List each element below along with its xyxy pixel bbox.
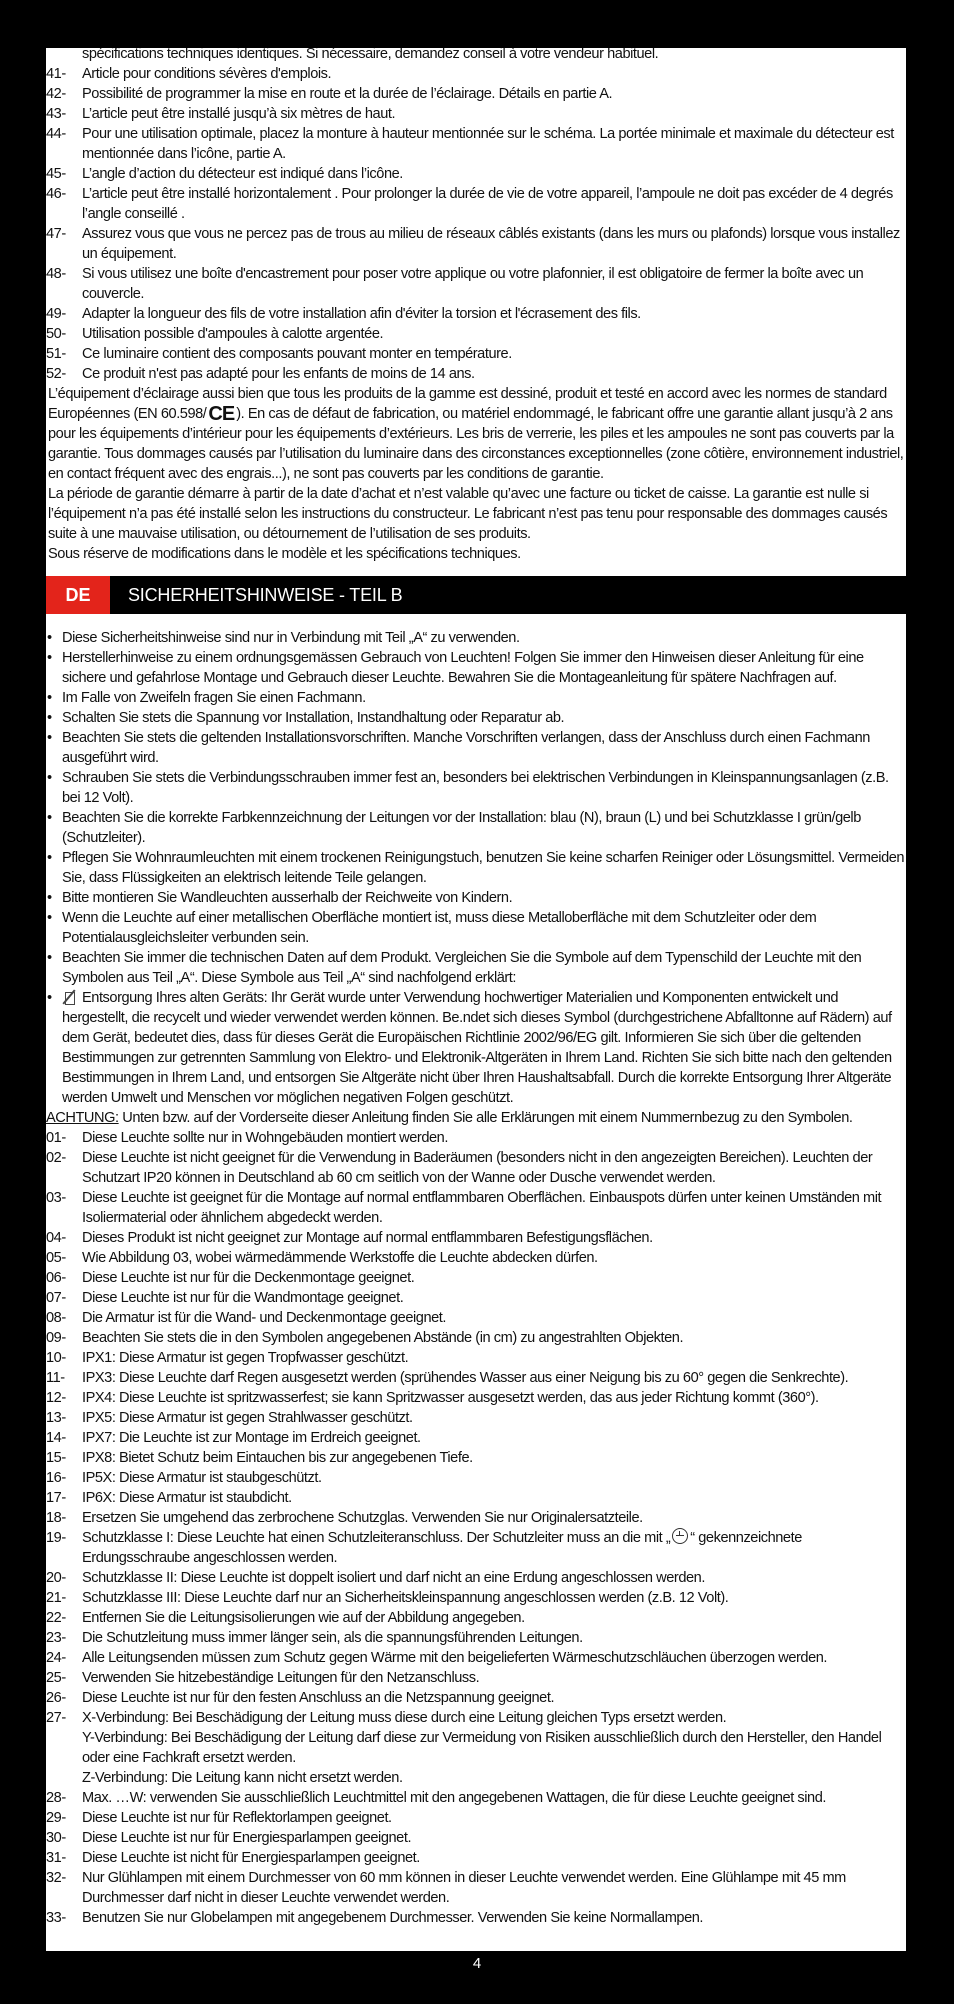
item-text: Diese Leuchte sollte nur in Wohngebäuden montiert werden.	[82, 1130, 448, 1146]
item-19-pre: Schutzklasse I: Diese Leuchte hat einen Schutzleiteranschluss. Der Schutzleiter muss an die mit „	[82, 1530, 671, 1546]
numbered-item	[46, 1828, 906, 1848]
numbered-item	[46, 124, 906, 164]
crossed-bin-icon	[62, 989, 76, 1005]
de-item-list-2	[46, 1568, 906, 1708]
bullet-text: Herstellerhinweise zu einem ordnungsgemässen Gebrauch von Leuchten! Folgen Sie immer den Hinweisen dieser Anleitung für eine sichere und gefahrlose Montage und Gebrauch dieser Leuchte. Bewahren Sie die Montageanleitung für spätere Nachfragen auf.	[62, 650, 864, 686]
bullet-text: Diese Sicherheitshinweise sind nur in Verbindung mit Teil „A“ zu verwenden.	[62, 630, 520, 646]
item-text: Beachten Sie stets die in den Symbolen angegebenen Abstände (in cm) zu angestrahlten Objekten.	[82, 1330, 684, 1346]
item-number: 27-	[46, 1710, 66, 1726]
item-text: IP6X: Diese Armatur ist staubdicht.	[82, 1490, 292, 1506]
numbered-item	[46, 1648, 906, 1668]
item-text: Schutzklasse II: Diese Leuchte ist doppelt isoliert und darf nicht an eine Erdung angeschlossen werden.	[82, 1570, 705, 1586]
item-number: 21-	[46, 1590, 66, 1606]
bullet-char: •	[47, 890, 52, 906]
bullet-char: •	[47, 810, 52, 826]
bullet-item	[46, 648, 906, 688]
item-text: IP5X: Diese Armatur ist staubgeschützt.	[82, 1470, 322, 1486]
item-number: 45-	[46, 166, 66, 182]
numbered-item	[46, 304, 906, 324]
item-number: 42-	[46, 86, 66, 102]
numbered-item	[46, 1448, 906, 1468]
numbered-item	[46, 1128, 906, 1148]
numbered-item	[46, 1268, 906, 1288]
item-number: 44-	[46, 126, 66, 142]
numbered-item	[46, 1428, 906, 1448]
item-text: Adapter la longueur des fils de votre installation afin d'éviter la torsion et l'écrasement des fils.	[82, 306, 641, 322]
numbered-item	[46, 1308, 906, 1328]
de-item-19	[46, 1528, 906, 1568]
item-text: Diese Leuchte ist nicht geeignet für die Verwendung in Baderäumen (besonders nicht in den angezeigten Bereichen). Leuchten der Schutzart IP20 können in Deutschland ab 60 cm seitlich von der Wanne oder Dusche verwendet werden.	[82, 1150, 873, 1186]
item-number: 10-	[46, 1350, 66, 1366]
numbered-item	[46, 1668, 906, 1688]
item-27-z: Z-Verbindung: Die Leitung kann nicht ersetzt werden.	[82, 1770, 403, 1786]
numbered-item	[46, 1188, 906, 1228]
bullet-item	[46, 908, 906, 948]
de-language-badge: DE	[46, 576, 110, 614]
item-number: 48-	[46, 266, 66, 282]
bullet-char: •	[47, 650, 52, 666]
de-achtung	[46, 1108, 906, 1128]
item-text: Benutzen Sie nur Globelampen mit angegebenem Durchmesser. Verwenden Sie keine Normallampen.	[82, 1910, 704, 1926]
item-text: Schutzklasse III: Diese Leuchte darf nur an Sicherheitskleinspannung angeschlossen werden (z.B. 12 Volt).	[82, 1590, 729, 1606]
fr-item-list	[46, 64, 906, 384]
de-item-27	[46, 1708, 906, 1788]
item-number: 02-	[46, 1150, 66, 1166]
item-text: IPX1: Diese Armatur ist gegen Tropfwasser geschützt.	[82, 1350, 409, 1366]
item-number: 29-	[46, 1810, 66, 1826]
numbered-item	[46, 64, 906, 84]
numbered-item	[46, 1288, 906, 1308]
item-text: Possibilité de programmer la mise en route et la durée de l’éclairage. Détails en partie A.	[82, 86, 613, 102]
item-number: 14-	[46, 1430, 66, 1446]
item-number: 25-	[46, 1670, 66, 1686]
item-text: Diese Leuchte ist nur für den festen Anschluss an die Netzspannung geeignet.	[82, 1690, 555, 1706]
item-number: 23-	[46, 1630, 66, 1646]
bullet-text: Beachten Sie stets die geltenden Installationsvorschriften. Manche Vorschriften verlangen, dass der Anschluss durch einen Fachmann ausgeführt wird.	[62, 730, 870, 766]
numbered-item	[46, 264, 906, 304]
item-text: Dieses Produkt ist nicht geeignet zur Montage auf normal entflammbaren Befestigungsflächen.	[82, 1230, 653, 1246]
de-weee-text: Entsorgung Ihres alten Geräts: Ihr Gerät wurde unter Verwendung hochwertiger Materialien und Komponenten entwickelt und hergestellt, die recycelt und wieder verwendet werden können. Be.ndet sich dieses Symbol (durchgestrichene Abfalltonne auf Rädern) auf dem Gerät, bedeutet dies, dass für dieses Gerät die Europäischen Richtlinie 2002/96/EG gilt. Informieren Sie sich über die geltenden Bestimmungen zur getrennten Sammlung von Elektro- und Elektronik-Altgeräten in Ihrem Land. Richten Sie sich bitte nach den geltenden Bestimmungen in Ihrem Land, und entsorgen Sie Altgeräte nicht über Ihren Haushaltsabfall. Durch die korrekte Entsorgung Ihrer Altgeräte werden Umwelt und Menschen vor möglichen negativen Folgen geschützt.	[62, 990, 892, 1106]
item-text: L’article peut être installé jusqu’à six mètres de haut.	[82, 106, 396, 122]
bullet-char: •	[47, 910, 52, 926]
fr-top-line: spécifications techniques identiques. Si nécessaire, demandez conseil à votre vendeur habituel.	[82, 48, 659, 62]
item-text: L’angle d’action du détecteur est indiqué dans l’icône.	[82, 166, 403, 182]
fr-warranty-1	[46, 384, 906, 484]
numbered-item	[46, 1688, 906, 1708]
item-number: 46-	[46, 186, 66, 202]
numbered-item	[46, 1808, 906, 1828]
numbered-item	[46, 1228, 906, 1248]
numbered-item	[46, 1408, 906, 1428]
numbered-item	[46, 1248, 906, 1268]
item-number: 18-	[46, 1510, 66, 1526]
bullet-char: •	[47, 950, 52, 966]
page-number: 4	[472, 1955, 482, 1972]
item-text: Diese Leuchte ist nur für die Deckenmontage geeignet.	[82, 1270, 415, 1286]
bullet-text: Im Falle von Zweifeln fragen Sie einen Fachmann.	[62, 690, 366, 706]
item-number: 17-	[46, 1490, 66, 1506]
item-number: 24-	[46, 1650, 66, 1666]
item-number: 07-	[46, 1290, 66, 1306]
numbered-item	[46, 1468, 906, 1488]
item-text: Pour une utilisation optimale, placez la monture à hauteur mentionnée sur le schéma. La portée minimale et maximale du détecteur est mentionnée dans l’icône, partie A.	[82, 126, 894, 162]
item-number: 12-	[46, 1390, 66, 1406]
item-number: 06-	[46, 1270, 66, 1286]
de-achtung-text: Unten bzw. auf der Vorderseite dieser Anleitung finden Sie alle Erklärungen mit einem Nummernbezug zu den Symbolen.	[118, 1110, 853, 1126]
item-27-x: X-Verbindung: Bei Beschädigung der Leitung muss diese durch eine Leitung gleichen Typs ersetzt werden.	[82, 1710, 727, 1726]
item-text: Diese Leuchte ist nur für die Wandmontage geeignet.	[82, 1290, 404, 1306]
de-item-list-3	[46, 1788, 906, 1928]
bullet-text: Beachten Sie die korrekte Farbkennzeichnung der Leitungen vor der Installation: blau (N), braun (L) und bei Schutzklasse I grün/gelb (Schutzleiter).	[62, 810, 861, 846]
manual-page	[46, 48, 906, 1951]
item-number: 33-	[46, 1910, 66, 1926]
bullet-char: •	[47, 630, 52, 646]
bullet-item	[46, 848, 906, 888]
bullet-text: Bitte montieren Sie Wandleuchten ausserhalb der Reichweite von Kindern.	[62, 890, 513, 906]
item-text: Diese Leuchte ist nicht für Energiesparlampen geeignet.	[82, 1850, 420, 1866]
item-text: Ce luminaire contient des composants pouvant monter en température.	[82, 346, 512, 362]
item-text: Utilisation possible d'ampoules à calotte argentée.	[82, 326, 384, 342]
item-text: Diese Leuchte ist nur für Energiesparlampen geeignet.	[82, 1830, 412, 1846]
numbered-item	[46, 1388, 906, 1408]
item-number: 49-	[46, 306, 66, 322]
bullet-item	[46, 628, 906, 648]
item-text: Die Schutzleitung muss immer länger sein, als die spannungsführenden Leitungen.	[82, 1630, 583, 1646]
item-number: 19-	[46, 1530, 66, 1546]
item-27-y: Y-Verbindung: Bei Beschädigung der Leitung darf diese zur Vermeidung von Risiken ausschließlich durch den Hersteller, den Handel oder eine Fachkraft ersetzt werden.	[82, 1730, 882, 1766]
bullet-item	[46, 808, 906, 848]
bullet-item	[46, 768, 906, 808]
bullet-item	[46, 888, 906, 908]
bullet-char: •	[47, 710, 52, 726]
numbered-item	[46, 344, 906, 364]
item-text: Wie Abbildung 03, wobei wärmedämmende Werkstoffe die Leuchte abdecken dürfen.	[82, 1250, 598, 1266]
item-text: IPX7: Die Leuchte ist zur Montage im Erdreich geeignet.	[82, 1430, 421, 1446]
item-text: Die Armatur ist für die Wand- und Deckenmontage geeignet.	[82, 1310, 446, 1326]
item-number: 32-	[46, 1870, 66, 1886]
item-text: IPX3: Diese Leuchte darf Regen ausgesetzt werden (sprühendes Wasser aus einer Neigung bis zu 60° gegen die Senkrechte).	[82, 1370, 849, 1386]
numbered-item	[46, 1508, 906, 1528]
item-text: IPX5: Diese Armatur ist gegen Strahlwasser geschützt.	[82, 1410, 413, 1426]
numbered-item	[46, 1628, 906, 1648]
item-number: 11-	[46, 1370, 65, 1386]
numbered-item	[46, 1588, 906, 1608]
de-section-header	[46, 576, 906, 614]
numbered-item	[46, 1788, 906, 1808]
item-text: Nur Glühlampen mit einem Durchmesser von 60 mm können in dieser Leuchte verwendet werden. Eine Glühlampe mit 45 mm Durchmesser darf nicht in dieser Leuchte verwendet werden.	[82, 1870, 846, 1906]
fr-warranty-post: ). En cas de défaut de fabrication, ou matériel endommagé, le fabricant offre une garantie allant jusqu’à 2 ans pour les équipements d’intérieur pour les équipements d’extérieurs. Les bris de verrerie, les piles et les ampoules ne sont pas couverts par la garantie. Tous dommages causés par l’utilisation du luminaire dans des circonstances exceptionnelles (zone côtière, environnement industriel, en contact fréquent avec des engrais...), ne sont pas couverts par les conditions de garantie.	[48, 406, 904, 482]
item-number: 28-	[46, 1790, 66, 1806]
item-number: 52-	[46, 366, 66, 382]
item-number: 15-	[46, 1450, 66, 1466]
item-number: 01-	[46, 1130, 66, 1146]
bullet-char: •	[47, 850, 52, 866]
ce-mark-icon: CE	[208, 403, 235, 425]
item-number: 50-	[46, 326, 66, 342]
item-number: 09-	[46, 1330, 66, 1346]
item-text: Ersetzen Sie umgehend das zerbrochene Schutzglas. Verwenden Sie nur Originalersatzteile.	[82, 1510, 643, 1526]
item-number: 31-	[46, 1850, 66, 1866]
protective-earth-icon	[672, 1528, 688, 1544]
de-achtung-label: ACHTUNG:	[46, 1110, 119, 1126]
item-text: L’article peut être installé horizontalement . Pour prolonger la durée de vie de votre appareil, l’ampoule ne doit pas excéder de 4 degrés l’angle conseillé .	[82, 186, 893, 222]
bullet-char: •	[47, 690, 52, 706]
item-number: 20-	[46, 1570, 66, 1586]
bullet-text: Beachten Sie immer die technischen Daten auf dem Produkt. Vergleichen Sie die Symbole auf dem Typenschild der Leuchte mit den Symbolen aus Teil „A“. Diese Symbole aus Teil „A“ sind nachfolgend erklärt:	[62, 950, 862, 986]
bullet-item	[46, 688, 906, 708]
bullet-item	[46, 728, 906, 768]
page-content	[46, 48, 906, 1928]
bullet-text: Pflegen Sie Wohnraumleuchten mit einem trockenen Reinigungstuch, benutzen Sie keine scharfen Reiniger oder Lösungsmittel. Vermeiden Sie, dass Flüssigkeiten an elektrisch leitende Teile gelangen.	[62, 850, 905, 886]
de-bullet-list	[46, 628, 906, 988]
fr-warranty-pre: L’équipement d’éclairage aussi bien que tous les produits de la gamme est dessiné, produit et testé en accord avec les normes de standard Européennes (EN 60.598/	[48, 386, 887, 422]
item-number: 30-	[46, 1830, 66, 1846]
bullet-char: •	[47, 730, 52, 746]
item-number: 08-	[46, 1310, 66, 1326]
bullet-item	[46, 708, 906, 728]
item-number: 41-	[46, 66, 66, 82]
numbered-item	[46, 1868, 906, 1908]
item-text: Alle Leitungsenden müssen zum Schutz gegen Wärme mit den beigelieferten Wärmeschutzschläuchen überzogen werden.	[82, 1650, 828, 1666]
item-text: Assurez vous que vous ne percez pas de trous au milieu de réseaux câblés existants (dans les murs ou plafonds) lorsque vous installez un équipement.	[82, 226, 900, 262]
fr-warranty-3: Sous réserve de modifications dans le modèle et les spécifications techniques.	[48, 546, 521, 562]
item-text: Diese Leuchte ist geeignet für die Montage auf normal entflammbaren Oberflächen. Einbauspots dürfen unter keinen Umständen mit Isoliermaterial oder ähnlichem abgedeckt werden.	[82, 1190, 882, 1226]
item-text: IPX4: Diese Leuchte ist spritzwasserfest; sie kann Spritzwasser ausgesetzt werden, das aus jeder Richtung kommt (360°).	[82, 1390, 819, 1406]
item-text: Max. …W: verwenden Sie ausschließlich Leuchtmittel mit den angegebenen Wattagen, die für diese Leuchte geeignet sind.	[82, 1790, 826, 1806]
bullet-char: •	[47, 990, 52, 1006]
item-number: 26-	[46, 1690, 66, 1706]
numbered-item	[46, 1488, 906, 1508]
de-weee-bullet	[46, 988, 906, 1108]
bullet-text: Schrauben Sie stets die Verbindungsschrauben immer fest an, besonders bei elektrischen Verbindungen in Kleinspannungsanlagen (z.B. bei 12 Volt).	[62, 770, 889, 806]
numbered-item	[46, 1348, 906, 1368]
item-text: IPX8: Bietet Schutz beim Eintauchen bis zur angegebenen Tiefe.	[82, 1450, 473, 1466]
item-19-post: “ gekennzeichnete Erdungsschraube angeschlossen werden.	[82, 1530, 802, 1566]
numbered-item	[46, 1908, 906, 1928]
item-text: Diese Leuchte ist nur für Reflektorlampen geeignet.	[82, 1810, 392, 1826]
bullet-char: •	[47, 770, 52, 786]
numbered-item	[46, 1608, 906, 1628]
numbered-item	[46, 104, 906, 124]
item-number: 04-	[46, 1230, 66, 1246]
item-number: 13-	[46, 1410, 66, 1426]
item-text: Si vous utilisez une boîte d'encastrement pour poser votre applique ou votre plafonnier, il est obligatoire de fermer la boîte avec un couvercle.	[82, 266, 864, 302]
item-text: Ce produit n'est pas adapté pour les enfants de moins de 14 ans.	[82, 366, 475, 382]
numbered-item	[46, 364, 906, 384]
item-number: 05-	[46, 1250, 66, 1266]
numbered-item	[46, 1328, 906, 1348]
de-section-title: SICHERHEITSHINWEISE - TEIL B	[128, 585, 403, 605]
item-number: 51-	[46, 346, 66, 362]
bullet-text: Wenn die Leuchte auf einer metallischen Oberfläche montiert ist, muss diese Metalloberfläche mit dem Schutzleiter oder dem Potentialausgleichsleiter verbunden sein.	[62, 910, 817, 946]
bullet-item	[46, 948, 906, 988]
item-number: 22-	[46, 1610, 66, 1626]
numbered-item	[46, 164, 906, 184]
item-number: 43-	[46, 106, 66, 122]
numbered-item	[46, 1848, 906, 1868]
numbered-item	[46, 1568, 906, 1588]
item-number: 47-	[46, 226, 66, 242]
numbered-item	[46, 1368, 906, 1388]
item-text: Verwenden Sie hitzebeständige Leitungen für den Netzanschluss.	[82, 1670, 480, 1686]
item-text: Entfernen Sie die Leitungsisolierungen wie auf der Abbildung angegeben.	[82, 1610, 525, 1626]
numbered-item	[46, 324, 906, 344]
item-number: 16-	[46, 1470, 66, 1486]
fr-warranty-2: La période de garantie démarre à partir de la date d’achat et n’est valable qu’avec une facture ou ticket de caisse. La garantie est nulle si l’équipement n’a pas été installé selon les instructions du constructeur. Le fabricant n’est pas tenu pour responsable des dommages causés suite à une mauvaise utilisation, ou détournement de l’utilisation de ses produits.	[48, 486, 888, 542]
numbered-item	[46, 84, 906, 104]
numbered-item	[46, 1148, 906, 1188]
numbered-item	[46, 224, 906, 264]
item-text: Article pour conditions sévères d'emplois.	[82, 66, 332, 82]
item-number: 03-	[46, 1190, 66, 1206]
bullet-text: Schalten Sie stets die Spannung vor Installation, Instandhaltung oder Reparatur ab.	[62, 710, 565, 726]
de-item-list	[46, 1128, 906, 1528]
numbered-item	[46, 184, 906, 224]
